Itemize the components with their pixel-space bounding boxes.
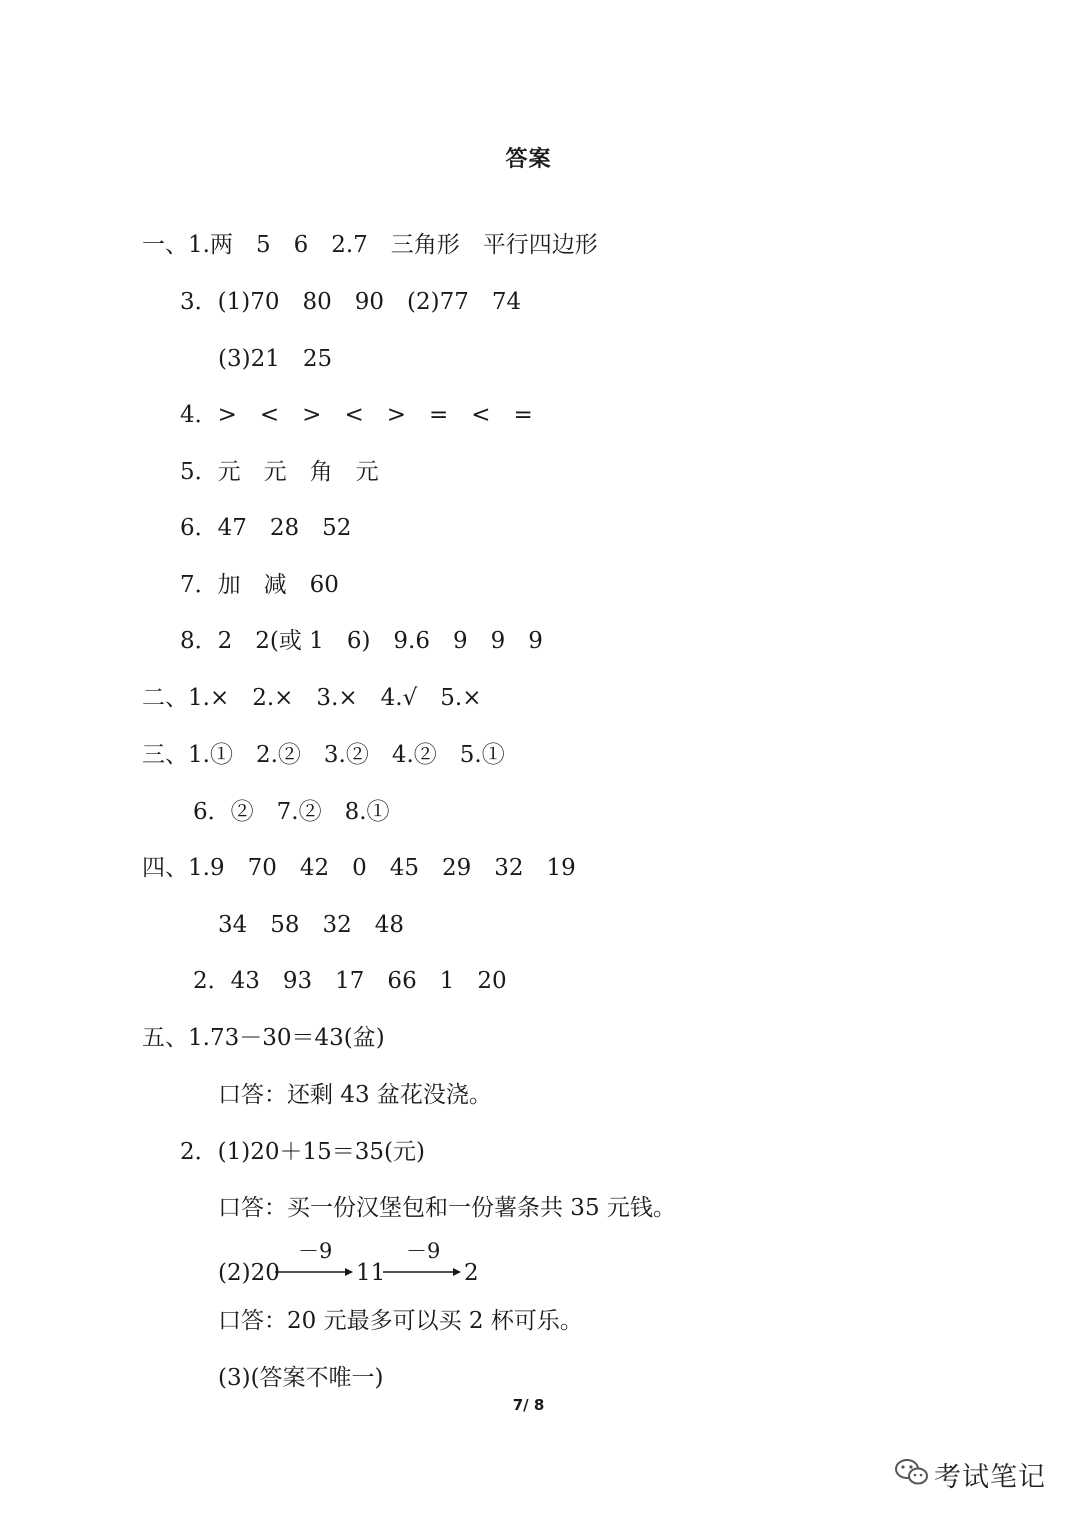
chain-start: (2)20 xyxy=(218,1260,280,1286)
answer-line-5: 5．元 元 角 元 xyxy=(180,459,379,485)
answer-line-4: 4．> < > < > = < = xyxy=(180,402,533,428)
answer-line-18: 口答：买一份汉堡包和一份薯条共 35 元钱。 xyxy=(218,1195,676,1221)
answer-line-17: 2．(1)20＋15＝35(元) xyxy=(180,1139,425,1165)
chain-mid: 11 xyxy=(356,1260,386,1286)
answer-line-19: 口答：20 元最多可以买 2 杯可乐。 xyxy=(218,1308,583,1334)
page-number: 7/ 8 xyxy=(512,1396,545,1414)
wechat-icon xyxy=(894,1457,930,1487)
watermark-text: 考试笔记 xyxy=(934,1462,1046,1493)
chain-end: 2 xyxy=(464,1260,479,1286)
answer-line-20: (3)(答案不唯一) xyxy=(218,1365,384,1391)
answer-line-13: 34 58 32 48 xyxy=(218,912,405,938)
answer-line-2: 3．(1)70 80 90 (2)77 74 xyxy=(180,289,522,315)
arrow-1-label: －9 xyxy=(298,1239,333,1263)
answer-line-16: 口答：还剩 43 盆花没浇。 xyxy=(218,1082,492,1108)
answer-line-7: 7．加 减 60 xyxy=(180,572,339,598)
answer-line-6: 6．47 28 52 xyxy=(180,515,352,541)
answer-line-10: 三、1.① 2.② 3.② 4.② 5.① xyxy=(142,742,505,768)
answer-line-12: 四、1.9 70 42 0 45 29 32 19 xyxy=(142,855,576,881)
answer-line-3: (3)21 25 xyxy=(218,346,333,372)
page-title: 答案 xyxy=(505,147,552,172)
arrow-2-label: －9 xyxy=(406,1239,441,1263)
answer-line-15: 五、1.73－30＝43(盆) xyxy=(142,1025,385,1051)
answer-line-8: 8．2 2(或 1 6) 9.6 9 9 9 xyxy=(180,628,543,654)
answer-line-11: 6．② 7.② 8.① xyxy=(193,799,390,825)
answer-line-1: 一、1.两 5 6 2.7 三角形 平行四边形 xyxy=(142,232,598,258)
answer-line-14: 2．43 93 17 66 1 20 xyxy=(193,968,507,994)
answer-line-9: 二、1.× 2.× 3.× 4.√ 5.× xyxy=(142,685,482,711)
